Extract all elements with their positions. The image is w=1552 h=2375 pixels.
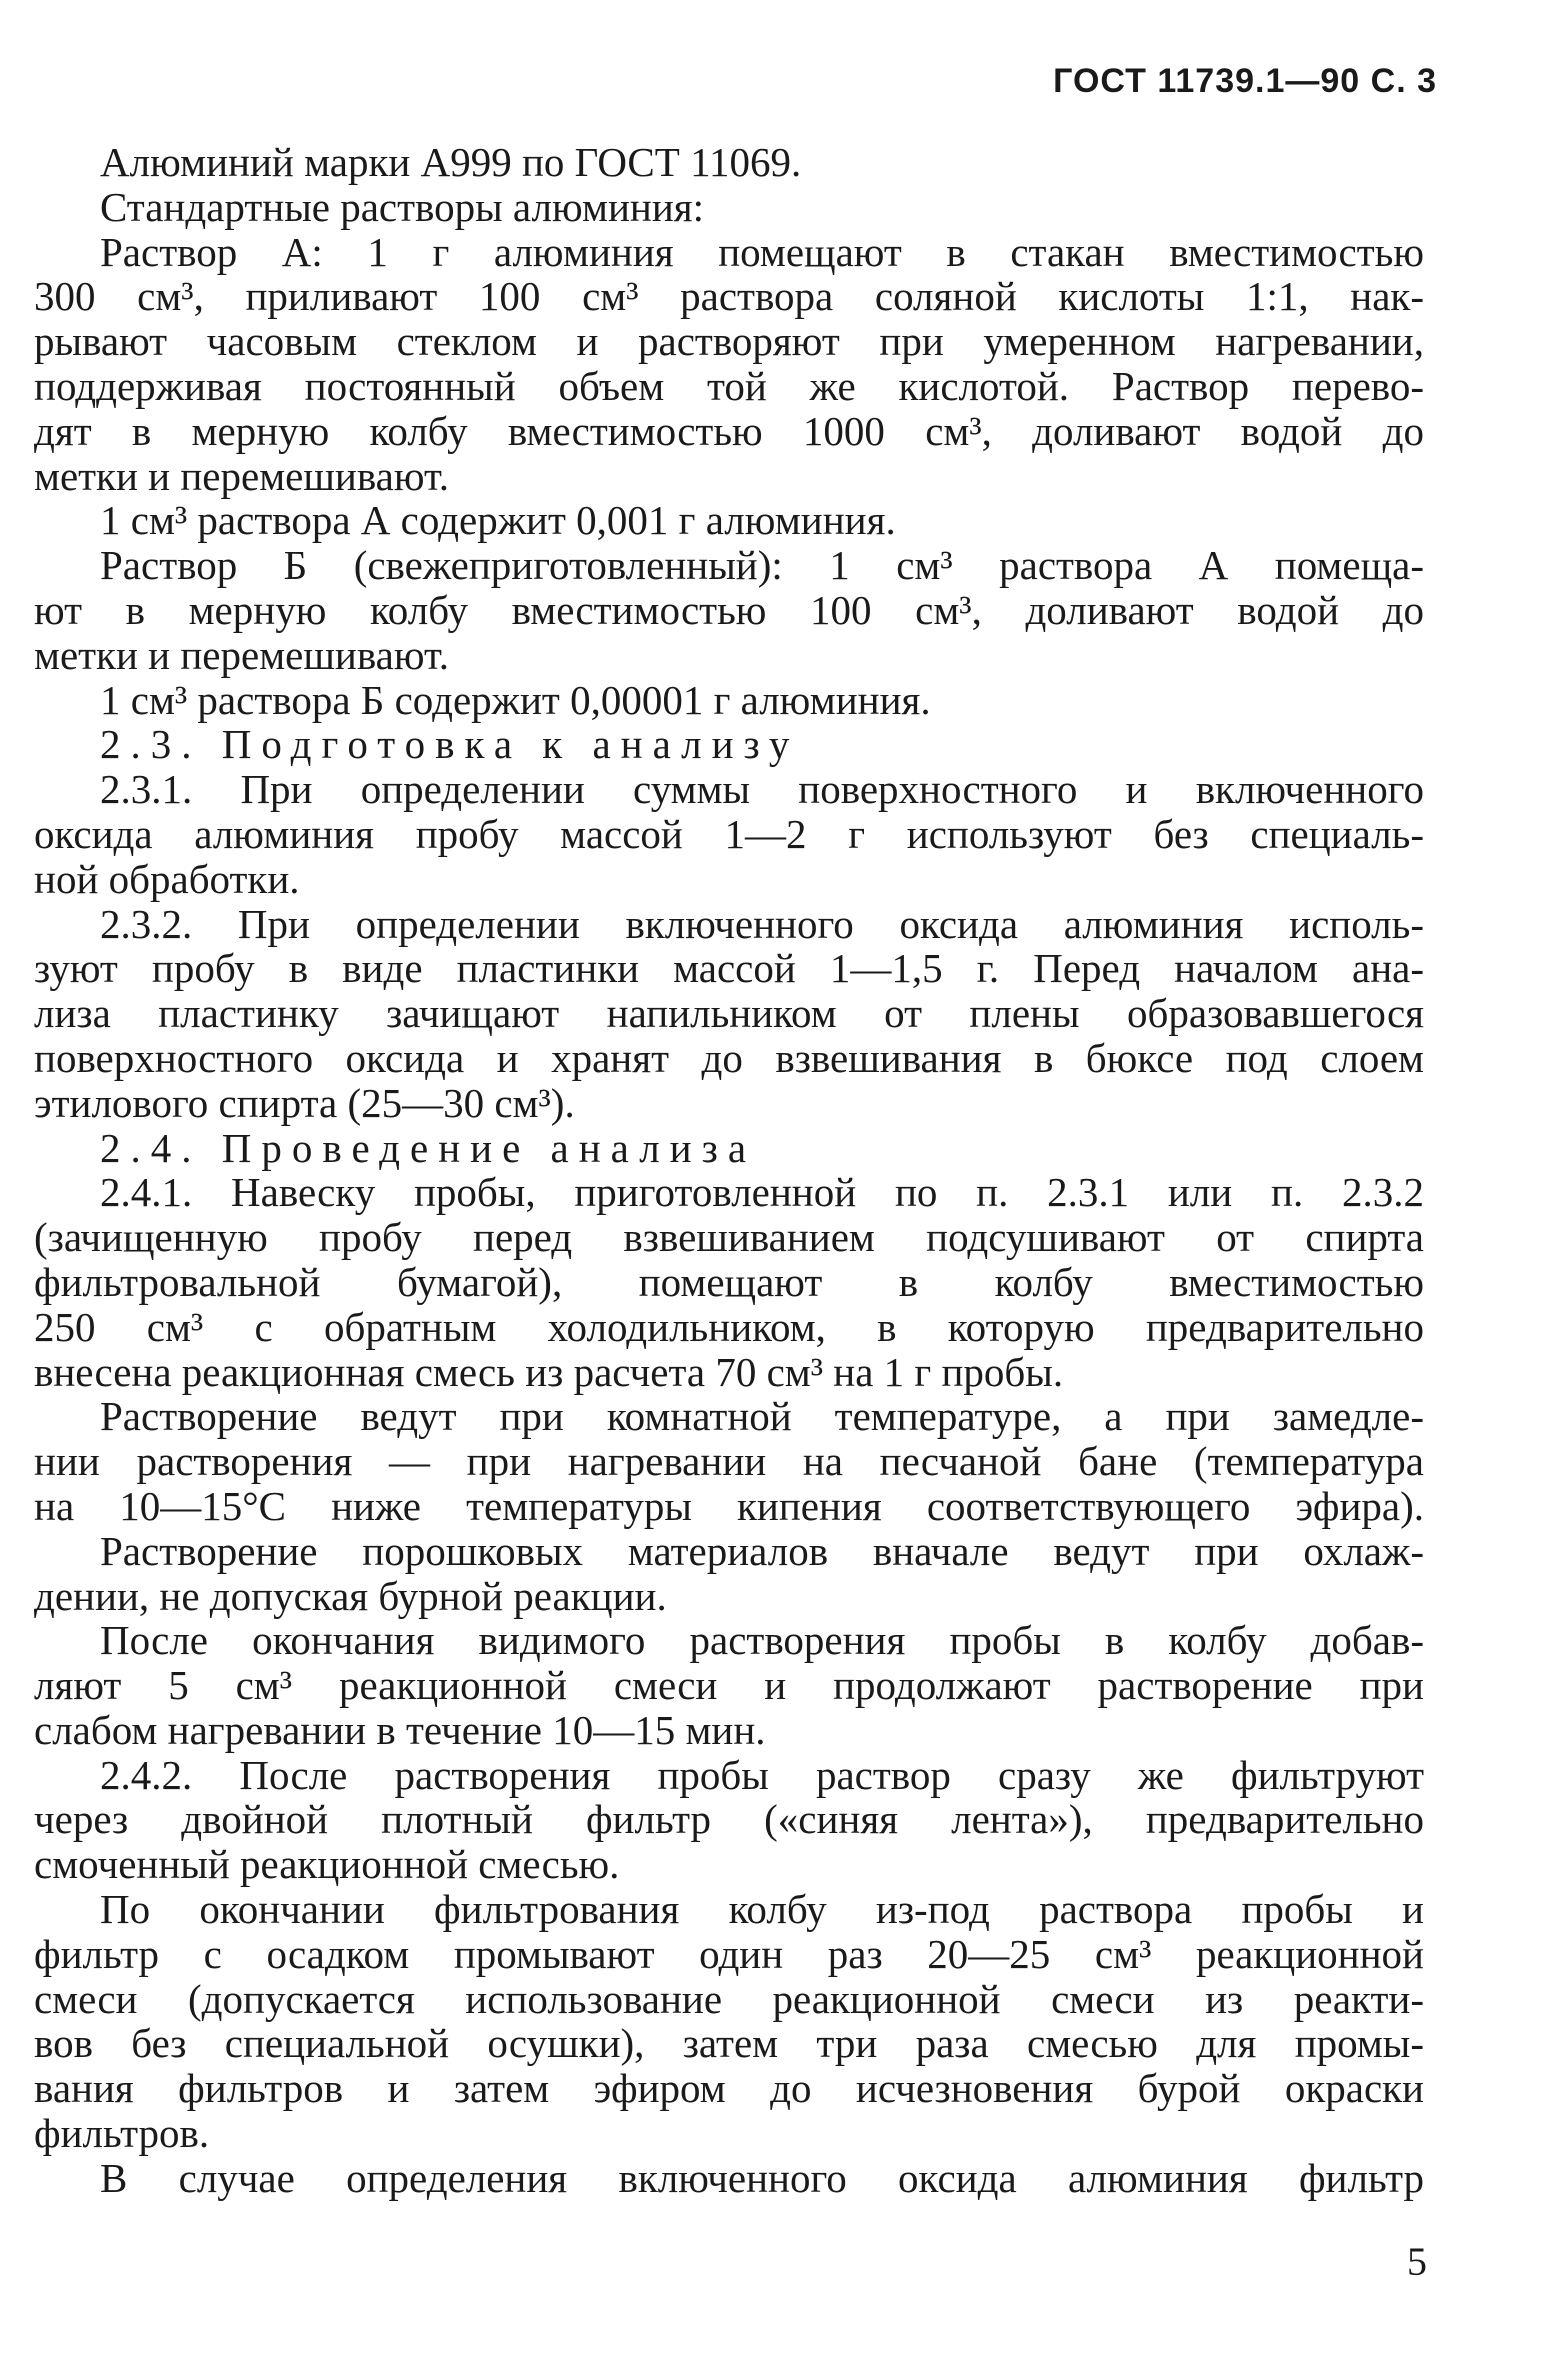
text-line: поддерживая постоянный объем той же кислотой. Раствор перево- xyxy=(34,362,1424,409)
text-line: Раствор Б (свежеприготовленный): 1 см³ раствора А помеща- xyxy=(100,542,1424,589)
text-line: рывают часовым стеклом и растворяют при умеренном нагревании, xyxy=(34,318,1424,365)
section-heading: 2.3. Подготовка к анализу xyxy=(100,721,800,768)
text-line: Алюминий марки А999 по ГОСТ 11069. xyxy=(100,139,802,185)
text-line: (зачищенную пробу перед взвешиванием подсушивают от спирта xyxy=(34,1214,1424,1261)
text-line: 2.3.1. При определении суммы поверхностного и включенного xyxy=(100,766,1424,813)
text-line: Растворение ведут при комнатной температуре, а при замедле- xyxy=(100,1393,1424,1440)
text-line: 1 см³ раствора А содержит 0,001 г алюминия. xyxy=(100,497,896,544)
text-line: смеси (допускается использование реакционной смеси из реакти- xyxy=(34,1975,1424,2022)
text-line: 250 см³ с обратным холодильником, в которую предварительно xyxy=(34,1303,1424,1350)
text-line: слабом нагревании в течение 10—15 мин. xyxy=(34,1706,766,1753)
text-line: вания фильтров и затем эфиром до исчезновения бурой окраски xyxy=(34,2065,1424,2112)
section-heading: 2.4. Проведение анализа xyxy=(100,1124,757,1171)
text-line: Растворение порошковых материалов вначале ведут при охлаж- xyxy=(100,1527,1424,1574)
text-line: Раствор А: 1 г алюминия помещают в стакан вместимостью xyxy=(100,228,1424,275)
text-line: оксида алюминия пробу массой 1—2 г используют без специаль- xyxy=(34,810,1424,857)
text-line: фильтровальной бумагой), помещают в колбу вместимостью xyxy=(34,1258,1424,1305)
page-number: 5 xyxy=(1407,2239,1427,2284)
text-line: 2.3.2. При определении включенного оксида алюминия исполь- xyxy=(100,900,1424,947)
text-line: ляют 5 см³ реакционной смеси и продолжают растворение при xyxy=(34,1662,1424,1709)
text-line: метки и перемешивают. xyxy=(34,452,450,499)
text-line: через двойной плотный фильтр («синяя лента»), предварительно xyxy=(34,1796,1424,1843)
running-header: ГОСТ 11739.1—90 С. 3 xyxy=(1053,62,1437,100)
text-line: 1 см³ раствора Б содержит 0,00001 г алюминия. xyxy=(100,676,931,723)
text-line: зуют пробу в виде пластинки массой 1—1,5 г. Перед началом ана- xyxy=(34,945,1424,992)
text-line: этилового спирта (25—30 см³). xyxy=(34,1079,575,1126)
text-line: В случае определения включенного оксида алюминия фильтр xyxy=(100,2154,1424,2201)
text-line: дят в мерную колбу вместимостью 1000 см³, доливают водой до xyxy=(34,407,1424,454)
text-line: ют в мерную колбу вместимостью 100 см³, доливают водой до xyxy=(34,586,1424,633)
text-line: 2.4.1. Навеску пробы, приготовленной по п. 2.3.1 или п. 2.3.2 xyxy=(100,1169,1424,1216)
text-line: метки и перемешивают. xyxy=(34,631,450,678)
text-line: После окончания видимого растворения пробы в колбу добав- xyxy=(100,1617,1424,1664)
text-line: фильтр с осадком промывают один раз 20—25 см³ реакционной xyxy=(34,1930,1424,1977)
text-line: вов без специальной осушки), затем три раза смесью для промы- xyxy=(34,2020,1424,2067)
text-line: на 10—15°С ниже температуры кипения соответствующего эфира). xyxy=(34,1482,1424,1529)
text-line: внесена реакционная смесь из расчета 70 см³ на 1 г пробы. xyxy=(34,1348,1064,1395)
text-line: Стандартные растворы алюминия: xyxy=(100,183,705,230)
text-line: поверхностного оксида и хранят до взвешивания в бюксе под слоем xyxy=(34,1034,1424,1081)
text-line: 2.4.2. После растворения пробы раствор сразу же фильтруют xyxy=(100,1751,1424,1798)
text-line: нии растворения — при нагревании на песчаной бане (температура xyxy=(34,1438,1424,1485)
text-line: лиза пластинку зачищают напильником от плены образовавшегося xyxy=(34,990,1424,1037)
text-line: смоченный реакционной смесью. xyxy=(34,1841,620,1888)
text-line: дении, не допуская бурной реакции. xyxy=(34,1572,667,1619)
text-line: 300 см³, приливают 100 см³ раствора соляной кислоты 1:1, нак- xyxy=(34,273,1424,320)
text-line: По окончании фильтрования колбу из-под раствора пробы и xyxy=(100,1886,1424,1933)
text-line: ной обработки. xyxy=(34,855,300,902)
document-body xyxy=(34,140,1424,2201)
text-line: фильтров. xyxy=(34,2110,210,2157)
